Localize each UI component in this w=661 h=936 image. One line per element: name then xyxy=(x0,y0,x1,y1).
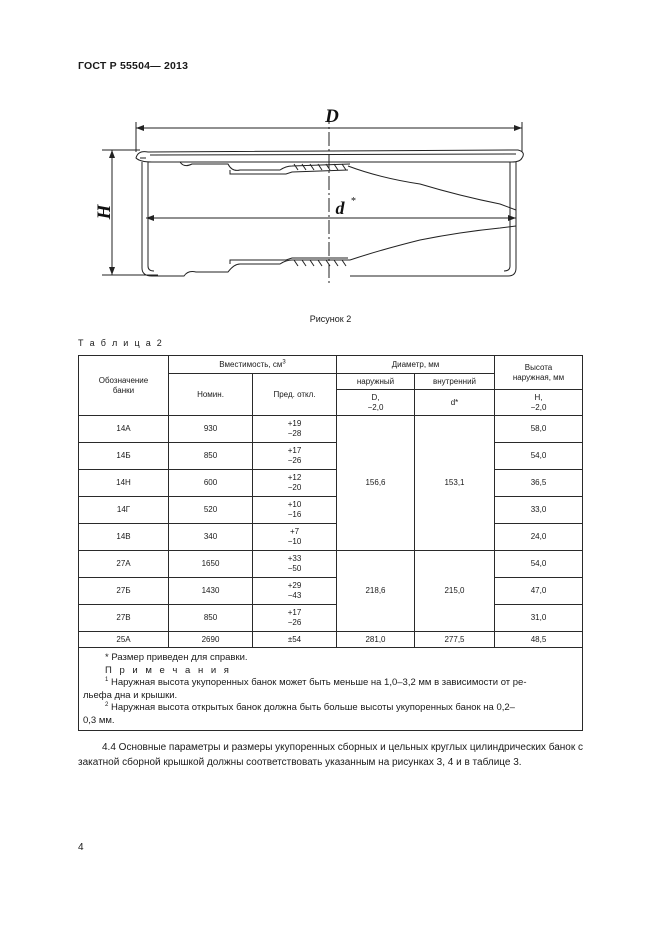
dimension-label-H: H xyxy=(94,204,115,220)
arrow-inner-d-left xyxy=(146,215,154,221)
can-cross-section-svg xyxy=(80,100,540,290)
top-break-line xyxy=(348,166,516,210)
table-notes-row xyxy=(79,648,583,731)
table-row: 25А 2690 ±54 281,0 277,5 48,5 xyxy=(79,632,583,648)
arrow-d-right xyxy=(514,125,522,131)
header-nominal: Номин. xyxy=(169,374,253,416)
can-drawing xyxy=(80,100,540,290)
arrow-h-top xyxy=(109,150,115,158)
table-row: 14Б 850 +17 −26 54,0 xyxy=(79,443,583,470)
lid-top-inner xyxy=(140,154,516,158)
table-row: 27А 1650 +33 −50 218,6 215,0 54,0 xyxy=(79,551,583,578)
header-deviation: Пред. откл. xyxy=(253,374,337,416)
note-1: $^1$ Наружная высота укупоренных банок может быть меньше на 1,0–3,2 мм в зависимости от ре- xyxy=(105,676,527,688)
table-row: 27В 850 +17 −26 31,0 xyxy=(79,605,583,632)
bottom-relief-inner xyxy=(230,258,348,264)
bottom-relief xyxy=(152,260,350,276)
note-2: $^2$ Наружная высота открытых банок должна быть больше высоты укупоренных банок на 0,2– xyxy=(105,701,515,713)
table-row: 14Г 520 +10 −16 33,0 xyxy=(79,497,583,524)
bottom-hatching xyxy=(294,260,346,266)
arrow-inner-d-right xyxy=(508,215,516,221)
body-paragraph: 4.4 Основные параметры и размеры укупоренных сборных и цельных круглых цилиндрических банок с закатной сборной крышкой должны соответствовать указанным на рисунках 3, 4 и в таблице 3. xyxy=(78,742,583,768)
document-header: ГОСТ Р 55504— 2013 xyxy=(78,60,189,72)
lid-top xyxy=(136,150,523,162)
arrow-h-bottom xyxy=(109,267,115,275)
group-27-outer: 218,6 xyxy=(337,551,415,632)
page-number: 4 xyxy=(78,842,84,853)
top-relief xyxy=(180,162,350,170)
dimension-label-d: d xyxy=(335,198,345,218)
notes-title: П р и м е ч а н и я xyxy=(105,664,232,676)
group-14-inner: 153,1 xyxy=(415,416,495,551)
header-height-symbol: H, −2,0 xyxy=(495,390,583,416)
header-diameter: Диаметр, мм xyxy=(337,356,495,374)
group-27-inner: 215,0 xyxy=(415,551,495,632)
dimension-label-D: D xyxy=(325,106,339,127)
table-row: 14Н 600 +12 −20 36,5 xyxy=(79,470,583,497)
note-1-cont: льефа дна и крышки. xyxy=(83,689,178,701)
header-designation: Обозначение банки xyxy=(79,356,169,416)
table-row: 14А 930 +19 −28 156,6 153,1 58,0 xyxy=(79,416,583,443)
top-relief-inner xyxy=(230,170,348,174)
group-14-outer: 156,6 xyxy=(337,416,415,551)
dimension-label-d-mark: * xyxy=(351,196,356,207)
table-notes xyxy=(79,648,583,731)
footnote: * Размер приведен для справки. xyxy=(105,652,248,663)
header-inner-symbol: d* xyxy=(415,390,495,416)
table-row: 14В 340 +7 −10 24,0 xyxy=(79,524,583,551)
bottom-break-line xyxy=(350,226,516,260)
header-outer: наружный xyxy=(337,374,415,390)
table-row: 27Б 1430 +29 −43 47,0 xyxy=(79,578,583,605)
header-outer-symbol: D, −2,0 xyxy=(337,390,415,416)
note-2-cont: 0,3 мм. xyxy=(83,714,115,726)
arrow-d-left xyxy=(136,125,144,131)
table-title: Т а б л и ц а 2 xyxy=(78,338,164,348)
can-parameters-table xyxy=(78,355,583,731)
header-inner: внутренний xyxy=(415,374,495,390)
figure-caption: Рисунок 2 xyxy=(309,314,352,324)
header-height: Высота наружная, мм xyxy=(495,356,583,390)
header-capacity: Вместимость, $см^3$ xyxy=(169,356,337,374)
